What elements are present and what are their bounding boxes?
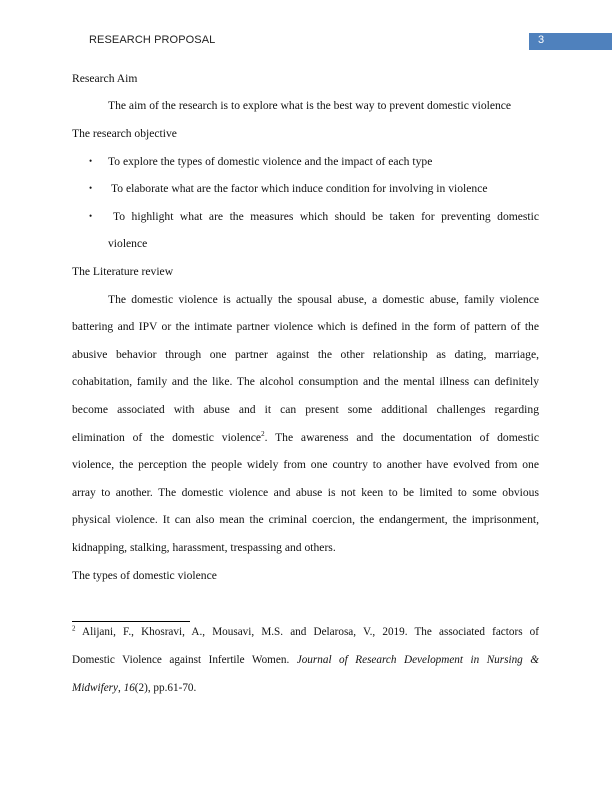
footnote-line bbox=[72, 681, 196, 695]
objective-item: To elaborate what are the factor which induce condition for involving in violence bbox=[111, 182, 488, 195]
bullet-icon: • bbox=[89, 183, 93, 193]
paragraph-line: physical violence. It can also mean the criminal coercion, the endangerment, the imprisonment, bbox=[72, 513, 539, 526]
footnote-line bbox=[72, 653, 539, 667]
header-title: RESEARCH PROPOSAL bbox=[89, 34, 216, 46]
bullet-icon: • bbox=[89, 211, 93, 221]
paragraph-line-with-citation bbox=[72, 431, 539, 445]
paragraph-line: battering and IPV or the intimate partner violence which is defined in the form of pattern of the bbox=[72, 320, 539, 333]
paragraph-line: array to another. The domestic violence and abuse is not keen to be limited to some obvious bbox=[72, 486, 539, 499]
bullet-icon: • bbox=[89, 156, 93, 166]
footnote-marker: 2 bbox=[72, 624, 76, 633]
paragraph-line: violence, the perception the people widely from one country to another have evolved from one bbox=[72, 458, 539, 471]
footnote-text: , bbox=[118, 682, 124, 694]
paragraph-line: The domestic violence is actually the spousal abuse, a domestic abuse, family violence bbox=[108, 293, 539, 306]
paragraph-line: abusive behavior through one partner against the other relationship as dating, marriage, bbox=[72, 348, 539, 361]
objective-item-continuation: violence bbox=[108, 237, 148, 250]
literature-heading: The Literature review bbox=[72, 265, 174, 278]
footnote-separator bbox=[72, 621, 190, 622]
objective-item: To highlight what are the measures which should be taken for preventing domestic bbox=[113, 210, 539, 223]
research-aim-text: The aim of the research is to explore what is the best way to prevent domestic violence bbox=[108, 99, 512, 112]
paragraph-text: elimination of the domestic violence bbox=[72, 431, 262, 444]
footnote-text: Domestic Violence against Infertile Women. bbox=[72, 654, 297, 666]
paragraph-line: kidnapping, stalking, harassment, trespassing and others. bbox=[72, 541, 336, 554]
paragraph-line: become associated with abuse and it can present some additional challenges regarding bbox=[72, 403, 539, 416]
journal-title: Midwifery bbox=[72, 682, 118, 694]
paragraph-line: cohabitation, family and the like. The alcohol consumption and the mental illness can definitely bbox=[72, 375, 539, 388]
footnote-reference[interactable]: 2 bbox=[261, 430, 265, 439]
journal-volume: 16 bbox=[123, 682, 135, 694]
paragraph-text: . The awareness and the documentation of domestic bbox=[264, 431, 539, 444]
objective-item: To explore the types of domestic violence and the impact of each type bbox=[108, 155, 433, 168]
research-aim-heading: Research Aim bbox=[72, 72, 138, 85]
types-heading: The types of domestic violence bbox=[72, 569, 217, 582]
footnote-text: (2), pp.61-70. bbox=[134, 682, 197, 694]
footnote-text: Alijani, F., Khosravi, A., Mousavi, M.S. and Delarosa, V., 2019. The associated factors of bbox=[82, 626, 539, 638]
objectives-heading: The research objective bbox=[72, 127, 177, 140]
page-number: 3 bbox=[538, 34, 545, 46]
page-number-badge bbox=[529, 33, 612, 50]
journal-title: Journal of Research Development in Nursing & bbox=[296, 654, 539, 666]
footnote-line bbox=[72, 625, 539, 639]
